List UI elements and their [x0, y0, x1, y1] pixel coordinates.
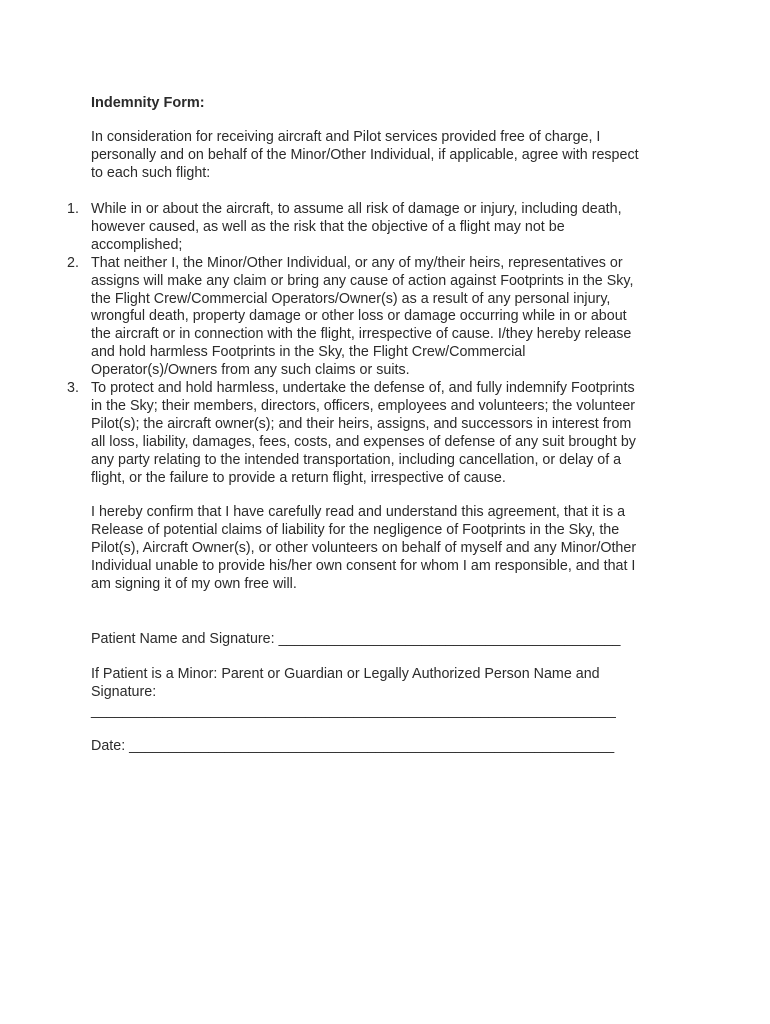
- list-line: While in or about the aircraft, to assume all risk of damage or injury, including death,: [91, 201, 622, 217]
- list-line: all loss, liability, damages, fees, costs, and expenses of defense of any suit brought by: [91, 433, 636, 450]
- confirmation-line: Release of potential claims of liability for the negligence of Footprints in the Sky, the: [91, 521, 620, 538]
- list-item-1: [0, 201, 636, 255]
- list-line: That neither I, the Minor/Other Individual, or any of my/their heirs, representatives or: [91, 254, 623, 271]
- confirmation-line: am signing it of my own free will.: [91, 575, 297, 592]
- guardian-signature-label: [91, 665, 600, 701]
- list-number: 2.: [67, 254, 79, 271]
- guardian-signature-field[interactable]: __________________________________________________________________: [91, 703, 616, 719]
- list-line: any party relating to the intended transportation, including cancellation, or delay of a: [91, 451, 622, 468]
- list-item-2: [0, 255, 636, 380]
- list-line: To protect and hold harmless, undertake the defense of, and fully indemnify Footprints: [91, 380, 635, 397]
- guardian-label-line: If Patient is a Minor: Parent or Guardian or Legally Authorized Person Name and: [91, 666, 600, 682]
- date-field[interactable]: Date: _____________________________________________________________: [91, 738, 615, 754]
- intro-paragraph: [91, 129, 639, 183]
- list-item-3: [0, 380, 636, 487]
- confirmation-line: Individual unable to provide his/her own consent for whom I am responsible, and that I: [91, 557, 636, 574]
- list-line: the Flight Crew/Commercial Operators/Owner(s) as a result of any personal injury,: [91, 290, 611, 307]
- intro-line: personally and on behalf of the Minor/Other Individual, if applicable, agree with respect: [91, 146, 639, 163]
- list-line: accomplished;: [91, 236, 183, 253]
- list-line: wrongful death, property damage or other loss or damage occurring while in or about: [91, 308, 627, 325]
- list-line: Pilot(s); the aircraft owner(s); and their heirs, assigns, and successors in interest from: [91, 415, 632, 432]
- confirmation-paragraph: [91, 504, 636, 594]
- list-line: flight, or the failure to provide a return flight, irrespective of cause.: [91, 469, 506, 486]
- agreement-list: [0, 201, 636, 488]
- list-number: 1.: [67, 201, 79, 217]
- list-line: assigns will make any claim or bring any cause of action against Footprints in the Sky,: [91, 272, 634, 289]
- list-line: Operator(s)/Owners from any such claims or suits.: [91, 362, 410, 379]
- list-line: however caused, as well as the risk that the objective of a flight may not be: [91, 218, 565, 235]
- confirmation-line: I hereby confirm that I have carefully read and understand this agreement, that it is a: [91, 504, 626, 520]
- list-line: and hold harmless Footprints in the Sky, the Flight Crew/Commercial: [91, 344, 526, 361]
- list-line: in the Sky; their members, directors, officers, employees and volunteers; the volunteer: [91, 397, 636, 414]
- intro-line: In consideration for receiving aircraft and Pilot services provided free of charge, I: [91, 129, 601, 145]
- guardian-label-line: Signature:: [91, 684, 157, 700]
- confirmation-line: Pilot(s), Aircraft Owner(s), or other volunteers on behalf of myself and any Minor/Other: [91, 539, 637, 556]
- intro-line: to each such flight:: [91, 164, 211, 181]
- form-title: Indemnity Form:: [91, 95, 205, 111]
- patient-signature-field[interactable]: Patient Name and Signature: ___________________________________________: [91, 631, 621, 647]
- list-number: 3.: [67, 380, 79, 397]
- list-line: the aircraft or in connection with the flight, irrespective of cause. I/they hereby release: [91, 326, 632, 343]
